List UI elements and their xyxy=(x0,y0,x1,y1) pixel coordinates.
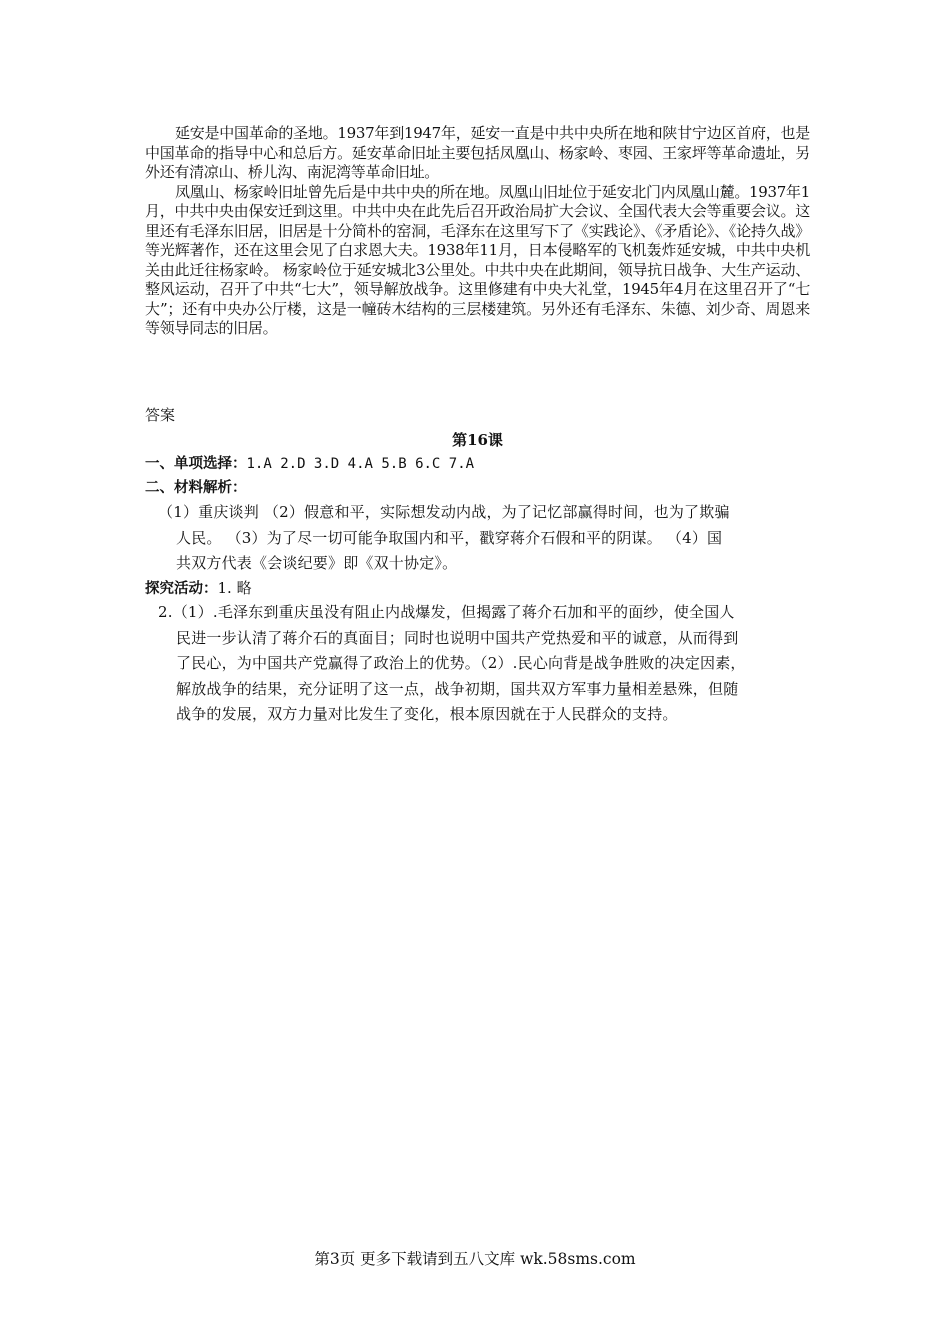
explore-line-4: 解放战争的结果，充分证明了这一点，战争初期，国共双方军事力量相差悬殊，但随 xyxy=(176,679,739,698)
explore-line-1: 2.（1）.毛泽东到重庆虽没有阻止内战爆发，但揭露了蒋介石加和平的面纱，使全国人 xyxy=(158,603,735,621)
reading-paragraph-2: 凤凰山、杨家岭旧址曾先后是中共中央的所在地。凤凰山旧址位于延安北门内凤凰山麓。1937年1月，中共中央由保安迁到这里。中共中央在此先后召开政治局扩大会议、全国代表大会等重要会议。这里还有毛泽东旧居，旧居是十分简朴的窑洞，毛泽东在这里写下了《实践论》、《矛盾论》、《论持久战》等光辉著作，还在这里会见了白求恩大夫。1938年11月，日本侵略军的飞机轰炸延安城，中共中央机关由此迁往杨家岭。 杨家岭位于延安城北3公里处。中共中央在此期间，领导抗日战争、大生产运动、整风运动，召开了中共“七大”，领导解放战争。这里修建有中央大礼堂，1945年4月在这里召开了“七大”；还有中央办公厅楼，这是一幢砖木结构的三层楼建筑。另外还有毛泽东、朱德、刘少奇、周恩来等领导同志的旧居。 xyxy=(145,182,810,337)
explore-line-3: 了民心，为中国共产党赢得了政治上的优势。（2）.民心向背是战争胜败的决定因素， xyxy=(176,654,746,672)
explore-row xyxy=(145,578,810,599)
page-footer: 第3页 更多下载请到五八文库 wk.58sms.com xyxy=(314,1250,636,1268)
material-line-2: 人民。 （3）为了尽一切可能争取国内和平，戳穿蒋介石假和平的阴谋。 （4）国 xyxy=(176,528,723,547)
lesson-title: 第16课 xyxy=(452,431,503,449)
material-heading: 二、材料解析： xyxy=(145,480,247,496)
material-line-3: 共双方代表《会谈纪要》即《双十协定》。 xyxy=(176,554,458,572)
reading-paragraph-1: 延安是中国革命的圣地。1937年到1947年，延安一直是中共中央所在地和陕甘宁边区首府，也是中国革命的指导中心和总后方。延安革命旧址主要包括凤凰山、杨家岭、枣园、王家坪等革命遗址，另外还有清凉山、桥儿沟、南泥湾等革命旧址。 xyxy=(145,124,810,181)
answers-label: 答案 xyxy=(145,406,176,424)
single-choice-row xyxy=(145,453,810,474)
explore-answer-block xyxy=(158,600,798,728)
explore-line-2: 民进一步认清了蒋介石的真面目；同时也说明中国共产党热爱和平的诚意，从而得到 xyxy=(176,628,739,647)
material-line-1: （1）重庆谈判 （2）假意和平，实际想发动内战，为了记忆部赢得时间，也为了欺骗 xyxy=(158,503,730,521)
explore-item-1: 1. 略 xyxy=(217,579,252,597)
reading-passage xyxy=(145,124,810,339)
single-choice-heading: 一、单项选择： xyxy=(145,456,247,472)
explore-heading: 探究活动： xyxy=(145,581,218,597)
explore-line-5: 战争的发展，双方力量对比发生了变化，根本原因就在于人民群众的支持。 xyxy=(176,705,678,723)
material-answer-block xyxy=(158,500,798,577)
single-choice-answers: 1.A 2.D 3.D 4.A 5.B 6.C 7.A xyxy=(246,456,475,472)
material-row xyxy=(145,477,810,498)
